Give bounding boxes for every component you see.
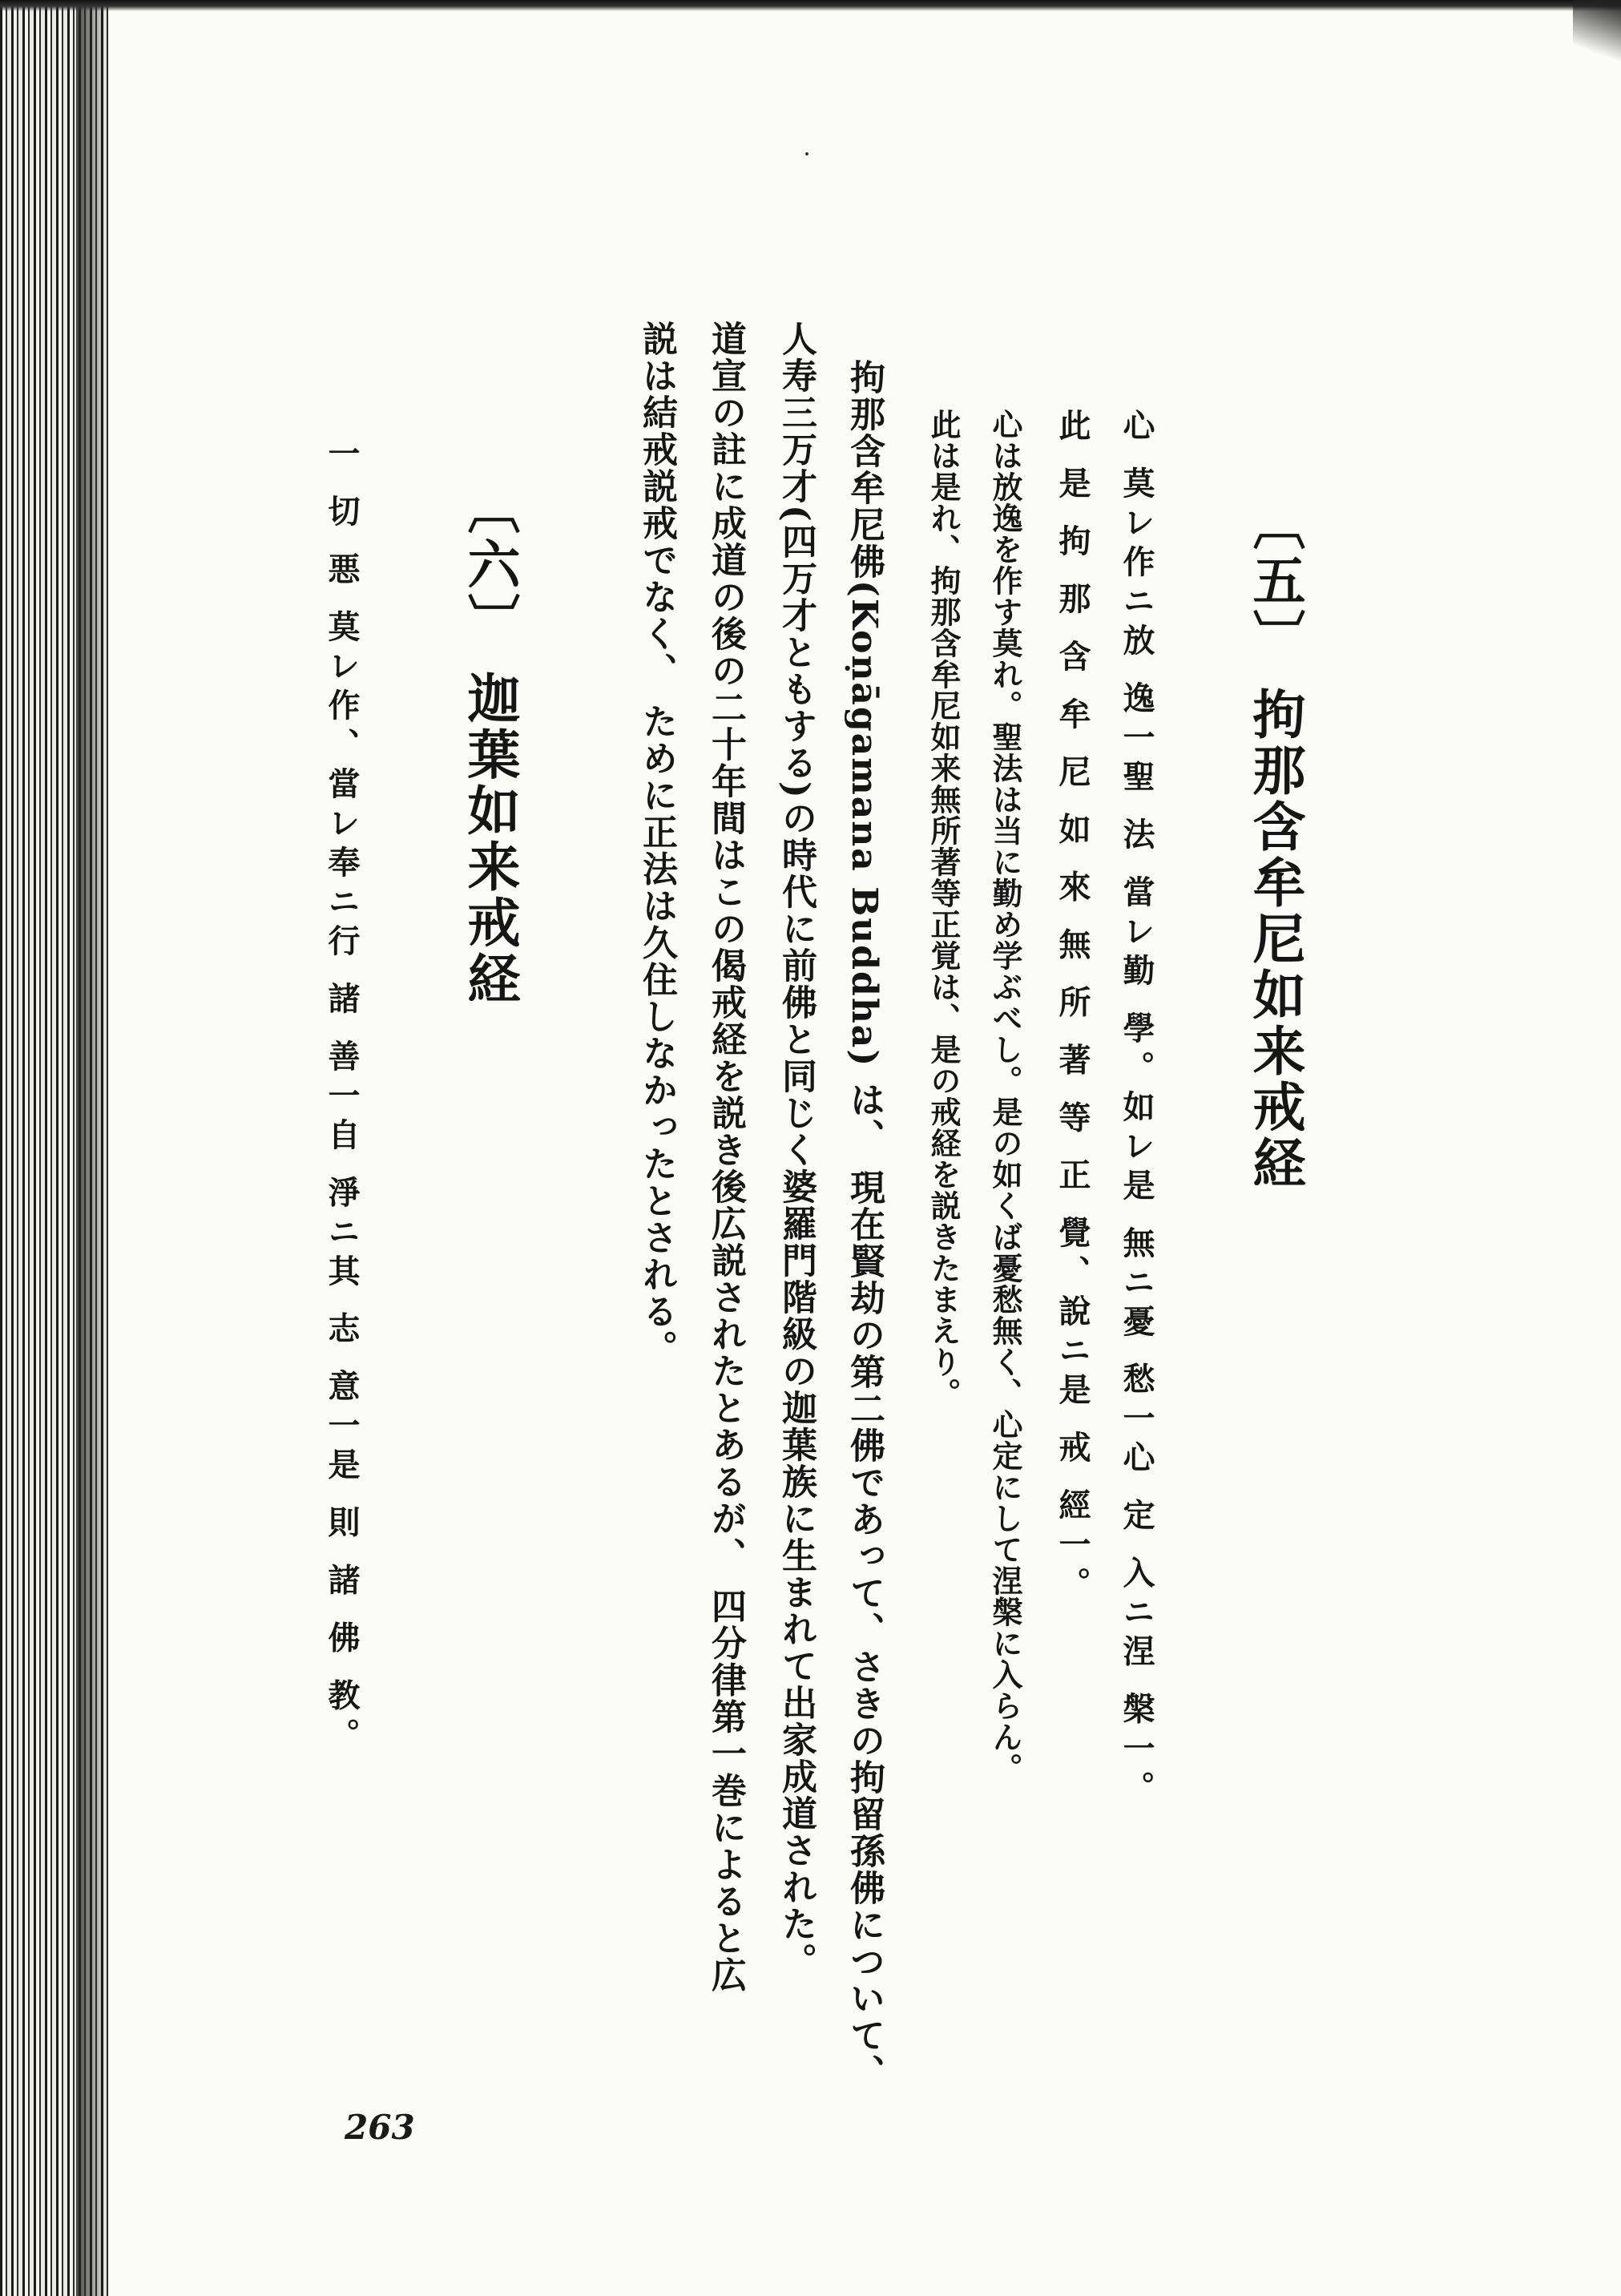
section-five-verse-original-1: 心 莫レ作ニ放 逸一聖 法 當レ勤 學。如レ是 無ニ憂 愁一心 定 入ニ涅 槃一。 bbox=[1118, 409, 1155, 1810]
commentary-line-1: 拘那含牟尼佛(Koṇāgamana Buddha) は、 現在賢劫の第二佛であって、さきの拘留孫佛について、 bbox=[844, 359, 885, 2091]
commentary-line-3: 道宣の註に成道の後の二十年間はこの偈戒経を説き後広説されたとあるが、 四分律第一巻によると広 bbox=[705, 321, 746, 1994]
top-scan-edge bbox=[0, 0, 1621, 11]
corner-scan-artifact bbox=[1573, 0, 1621, 72]
section-six-verse-original-1: 一 切 悪 莫レ作、當レ奉ニ行 諸 善一自 淨ニ其 志 意一是 則 諸 佛 教。 bbox=[323, 437, 361, 1757]
section-six-heading: 〔六〕 迦葉如来戒経 bbox=[458, 481, 521, 1007]
section-five-verse-reading-2: 此は是れ、拘那含牟尼如来無所著等正覚は、是の戒経を説きたまえり。 bbox=[925, 409, 962, 1409]
commentary-line-4: 説は結戒説戒でなく、 ために正法は久住しなかったとされる。 bbox=[636, 321, 677, 1367]
section-five-verse-reading-1: 心は放逸を作す莫れ。聖法は当に勤め学ぶべし。是の如くば憂愁無く、心定にして涅槃に入らん。 bbox=[987, 409, 1023, 1784]
commentary-line-2: 人寿三万才(四万才ともする)の時代に前佛と同じく婆羅門階級の迦葉族に生まれて出家成道された。 bbox=[776, 321, 817, 1979]
section-five-verse-original-2: 此 是 拘 那 含 牟 尼 如 來 無 所 著 等 正 覺、說ニ是 戒 經一。 bbox=[1054, 409, 1091, 1606]
binding-shadow bbox=[76, 0, 108, 2296]
page-number: 263 bbox=[345, 2108, 415, 2147]
paper-speck bbox=[805, 152, 808, 155]
section-five-heading: 〔五〕 拘那含牟尼如来戒経 bbox=[1244, 497, 1306, 1192]
